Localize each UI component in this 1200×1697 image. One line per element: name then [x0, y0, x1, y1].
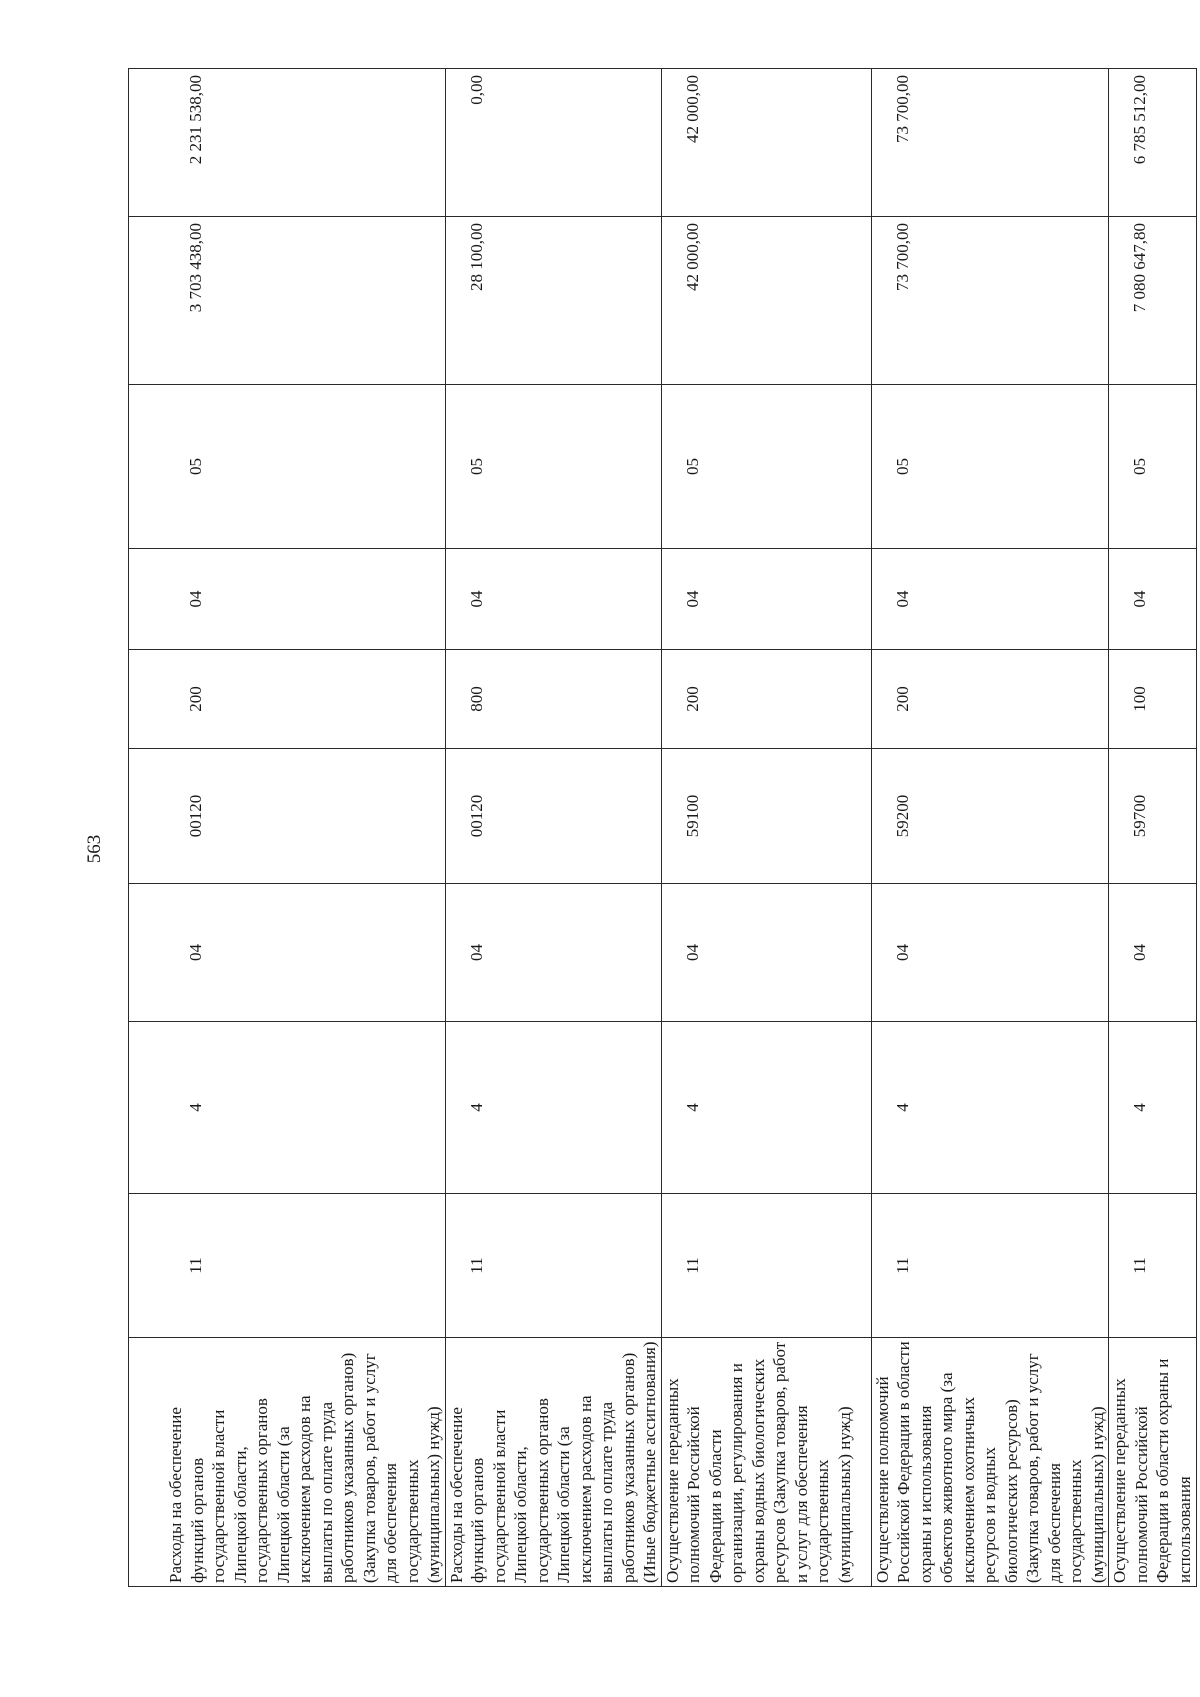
code-cell: 800	[445, 650, 661, 749]
code-cell: 59700	[1109, 749, 1197, 884]
code-cell: 200	[871, 650, 1109, 749]
table-row	[445, 69, 661, 1587]
code-cell: 00120	[445, 749, 661, 884]
code-cell: 04	[165, 884, 445, 1022]
blank-cell	[129, 884, 166, 1022]
code-cell: 11	[445, 1194, 661, 1338]
row-description: Осуществление полномочий Российской Федерации в области охраны и использования объектов животного мира (за исключением охотничьих ресурсов и водных биологических ресурсов) (Закупка товаров, работ и услуг для обеспечения государственных (муниципальных) нужд)	[871, 1338, 1109, 1587]
code-cell: 04	[661, 884, 871, 1022]
code-cell: 4	[165, 1022, 445, 1194]
amount-cell: 42 000,00	[661, 217, 871, 385]
code-cell: 05	[165, 385, 445, 549]
code-cell: 4	[1109, 1022, 1197, 1194]
code-cell: 04	[445, 884, 661, 1022]
table-row	[871, 69, 1109, 1587]
blank-cell	[129, 1022, 166, 1194]
code-cell: 04	[1109, 884, 1197, 1022]
code-cell: 05	[1109, 385, 1197, 549]
code-cell: 59100	[661, 749, 871, 884]
page-number: 563	[83, 834, 105, 864]
amount-cell: 3 703 438,00	[165, 217, 445, 385]
amount-cell: 73 700,00	[871, 69, 1109, 217]
code-cell: 05	[871, 385, 1109, 549]
amount-cell: 42 000,00	[661, 69, 871, 217]
code-cell: 11	[165, 1194, 445, 1338]
rotated-table-container	[128, 69, 1194, 1587]
code-cell: 200	[165, 650, 445, 749]
row-description: Осуществление переданных полномочий Российской Федерации в области организации, регулирования и охраны водных биологических ресурсов (Закупка товаров, работ и услуг для обеспечения государственных (муниципальных) нужд)	[661, 1338, 871, 1587]
budget-table	[128, 68, 1197, 1587]
code-cell: 04	[661, 549, 871, 650]
table-row	[661, 69, 871, 1587]
code-cell: 05	[661, 385, 871, 549]
blank-cell	[129, 217, 166, 385]
row-description: Расходы на обеспечение функций органов государственной власти Липецкой области, государственных органов Липецкой области (за исключением расходов на выплаты по оплате труда работников указанных органов) (Закупка товаров, работ и услуг для обеспечения государственных (муниципальных) нужд)	[165, 1338, 445, 1587]
amount-cell: 2 231 538,00	[165, 69, 445, 217]
code-cell: 4	[445, 1022, 661, 1194]
amount-cell: 6 785 512,00	[1109, 69, 1197, 217]
code-cell: 11	[871, 1194, 1109, 1338]
code-cell: 4	[661, 1022, 871, 1194]
code-cell: 00120	[165, 749, 445, 884]
code-cell: 200	[661, 650, 871, 749]
blank-cell	[129, 385, 166, 549]
code-cell: 04	[871, 884, 1109, 1022]
table-row	[1109, 69, 1197, 1587]
code-cell: 04	[1109, 549, 1197, 650]
amount-cell: 28 100,00	[445, 217, 661, 385]
code-cell: 05	[445, 385, 661, 549]
blank-cell	[129, 749, 166, 884]
code-cell: 11	[1109, 1194, 1197, 1338]
blank-cell	[129, 650, 166, 749]
blank-cell	[129, 549, 166, 650]
code-cell: 04	[871, 549, 1109, 650]
code-cell: 04	[445, 549, 661, 650]
code-cell: 11	[661, 1194, 871, 1338]
row-description: Осуществление переданных полномочий Российской Федерации в области охраны и использования	[1109, 1338, 1197, 1587]
code-cell: 59200	[871, 749, 1109, 884]
blank-cell	[129, 69, 166, 217]
top-continuation-row	[129, 69, 166, 1587]
table-row	[165, 69, 445, 1587]
amount-cell: 0,00	[445, 69, 661, 217]
blank-cell	[129, 1338, 166, 1587]
amount-cell: 7 080 647,80	[1109, 217, 1197, 385]
blank-cell	[129, 1194, 166, 1338]
code-cell: 04	[165, 549, 445, 650]
row-description: Расходы на обеспечение функций органов государственной власти Липецкой области, государственных органов Липецкой области (за исключением расходов на выплаты по оплате труда работников указанных органов) (Иные бюджетные ассигнования)	[445, 1338, 661, 1587]
code-cell: 4	[871, 1022, 1109, 1194]
amount-cell: 73 700,00	[871, 217, 1109, 385]
code-cell: 100	[1109, 650, 1197, 749]
